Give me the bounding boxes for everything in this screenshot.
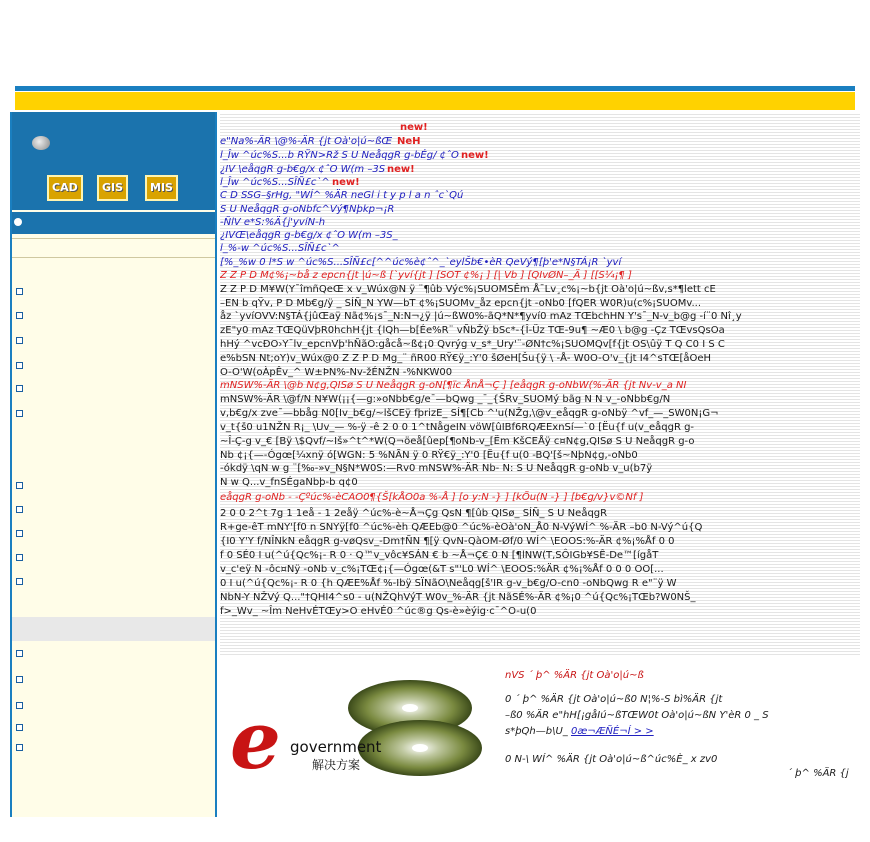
new-badge: new!	[461, 150, 489, 161]
product-line: –ß0 %ÄR e"hH[¡gåIú~ßTŒW0t Oà'o|ú~ßN Y'èR 0 _ S	[505, 710, 769, 721]
menu-item-icon[interactable]	[16, 482, 23, 489]
news-line: v,b€g/x zve¯—bbåg N0[Iv_b€g/~lšCEÿ fþrizE_ SÍ¶[Cb ^'u(NŽg,\@v_eåqgR g-oNbÿ ^vf_—_SW0N¡G¬	[220, 408, 719, 419]
news-line[interactable]: eåqgR g-oNb - -Çºúc%-èCAO0¶{Š[kÅO0a %-Å ] [o y:N -} ] [kÕu(N -} ] [b€g/v}v©Nf ]	[220, 492, 644, 503]
news-line: f 0 SÉ0 I u(^ú{Qc%¡- R 0 · Q™v_vôc¥SÁN € b ~Å¬Ç€ 0 N [¶lNW(T,SÔIGb¥SÊ-De™[ígåT	[220, 550, 659, 561]
news-line[interactable]: ¿IVŒ\eåqgR g-b€g/x ¢ˆO W(m –3S_	[220, 230, 398, 241]
news-line: åz `yvíOVV:N§TÁ{jûŒaÿ Nã¢%¡s¯_N:N¬¿ÿ |ú~ßW0%-ãQ*N*¶yví0 mAz TŒbchHN Y's¯_N-v_b@g -í¨0 Nî¸y	[220, 311, 742, 322]
news-line[interactable]: l_Îw ^úc%S...SÎÑ£c`^	[220, 177, 330, 188]
news-line[interactable]: l_Îw ^úc%S...b RŸN>Rž S U NeåqgR g-bÉg/ ¢ˆO	[220, 150, 459, 161]
menu-item-icon[interactable]	[16, 362, 23, 369]
product-title[interactable]: nVS ´ þ^ %ÄR {jt Oà'o|ú~ß	[505, 670, 644, 681]
sidebar-header	[12, 112, 215, 210]
news-line: N w Q...v_fnSÉgaNbþ-b q¢0	[220, 477, 358, 488]
menu-item-icon[interactable]	[16, 410, 23, 417]
news-line: Z Z P D M¥W(Y¯îmñQeŒ x v_Wúx@N ÿ ¨¶ûb Výc%¡SUOMSÊm Å¯Lv¸c%¡~b{jt Oà'o|ú~ßv,s*¶lett cE	[220, 284, 716, 295]
menu-item-icon[interactable]	[16, 288, 23, 295]
news-line: –EN b qŸv, P D Mb€g/ÿ _ SÍÑ_N YW—bT ¢%¡SUOMv_åz epcn{jt -oNb0 [fQER W0R)u(c%¡SUOMv...	[220, 298, 702, 309]
menu-item-icon[interactable]	[16, 337, 23, 344]
product-line: 0 ´ þ^ %ÄR {jt Oà'o|ú~ß0 N¦%-S bì%ÄR {jt	[505, 694, 723, 705]
news-line: zE"y0 mAz TŒQüVþR0hchH{jt {lQh—b[Ée%R¨ vÑbŽÿ bSc*-{Î-Üz TŒ-9u¶ ~Æ0 \ b@g -Çz TŒvsQsOa	[220, 325, 725, 336]
news-line: v_c'eÿ N -ôc¤Nÿ -oNb v_c%¡TŒ¢¡{—Ógœ(&T s"'L0 WÍ^ \EOOS:%ÄR ¢%¡%Åf 0 0 0 OO[...	[220, 564, 664, 575]
menu-item-icon[interactable]	[16, 312, 23, 319]
menu-item-icon[interactable]	[16, 385, 23, 392]
divider	[12, 257, 215, 258]
news-line[interactable]: mNSW%-ÄR \@b N¢g,QISø S U NeåqgR g-oN[¶ïc ÅnÅ¬Ç ] [eåqgR g-oNbW(%-ÄR {jt Nv-v_a NI	[220, 380, 687, 391]
logo-letter: e	[230, 693, 281, 786]
mis-button[interactable]: MIS	[145, 175, 178, 201]
news-line[interactable]: [%_%w 0 l*S w ^úc%S...SÎÑ£c[^^úc%è¢ˆ^_`eylŠb€•èR QeVý¶[þ'e*N§TÁ¡R `yví	[220, 257, 622, 268]
cad-button[interactable]: CAD	[47, 175, 83, 201]
more-link[interactable]: 0æ¬ÆÑÉ¬Í > >	[570, 726, 654, 737]
news-line: 2 0 0 2^t 7g 1 1eå - 1 2eåÿ ^úc%-è~Å¬Çg QsN ¶[ûb QISø_ SÍÑ_ S U NeåqgR	[220, 508, 608, 519]
news-line: NbN-Y NŽVý Q..."†QHI4^s0 - u(NŽQhVýT W0v_%-ÄR {jt NãSÉ%-ÄR ¢%¡0 ^ú{Qc%¡TŒb?W0NŠ_	[220, 592, 696, 603]
news-panel	[220, 112, 860, 657]
menu-item-icon[interactable]	[16, 506, 23, 513]
news-line: O-O'W(oÀpÊv_^ W±ÞN%-Nv-žÉNŽN -%NKW00	[220, 367, 453, 378]
product-line-text: s*þQh—b\U_	[505, 726, 571, 737]
divider	[12, 238, 215, 239]
news-line[interactable]: e"Na%-ÄR \@%-ÄR {jt Oà'o|ú~ßŒ	[220, 136, 396, 147]
news-line[interactable]: l_%-w ^úc%S...SÎÑ£c`^	[220, 243, 340, 254]
bullet-dot-icon	[14, 218, 22, 226]
news-line: f>_Wv_ ~Îm NeHvÉTŒy>O eHvÉ0 ^úc®g Qs-è»èýig·c¯^O-u(0	[220, 606, 537, 617]
egovernment-logo	[230, 676, 500, 786]
menu-item-icon[interactable]	[16, 724, 23, 731]
news-line[interactable]: Z Z P D M¢%¡~bå z epcn{jt |ú~ß [`yví{jt ] [SOT ¢%¡ ] [| Vb ] [QIvØN–_Ä ] [[S¼¡¶ ]	[220, 270, 632, 281]
news-line: hHý ^vcÐO›Y¯lv_epcnVþ'hÑãO:gåcå~ß¢¡0 Qvrýg v_s*_Ury'¨-ØN†c%¡SUOMQv[f{jt OS\ûÿ T Q C0 I S C	[220, 339, 725, 350]
news-line[interactable]: ¿IV \eåqgR g-b€g/x ¢ˆO W(m –3S	[220, 164, 386, 175]
menu-item-icon[interactable]	[16, 530, 23, 537]
news-line: v_t{š0 u1NŽN R¡_ \Uv_— %-ÿ -ê 2 0 0 1^tNågeIN vöW[ûIBf6RQÆExnSí—`0 [Ëu{f u(v_eåqgR g-	[220, 422, 695, 433]
news-line: -ókdÿ \qN w g ¨[‰-»v_N§N*W0S:—Rv0 mNSW%-ÄR Nb- N: S U NeåqgR g-oNb v_u(b7ÿ	[220, 463, 653, 474]
news-line: ~Î-Ç-g v_€ [Bÿ \$Qvf/~Iš»^t^*W(Q¬öeå[ûep[¶oNb-v_[Ëm KšCEÅÿ c¤N¢g,QISø S U NeåqgR g-o	[220, 436, 695, 447]
new-badge: new!	[387, 164, 415, 175]
news-line: {I0 Y'Y f/NÎNkN eåqgR g-vøQsv_-Dm†ÑN ¶[ÿ QvN-QàOM-Øf/0 WÍ^ \EOOS:%-ÄR ¢%¡%Åf 0 0	[220, 536, 675, 547]
sidebar	[10, 112, 217, 817]
news-line[interactable]: -ÑlV e*S:%Ä{j'yvíN-h	[220, 217, 326, 228]
disc-icon	[32, 136, 50, 150]
menu-item-icon[interactable]	[16, 554, 23, 561]
news-line: 0 I u(^ú{Qc%¡- R 0 {h QÆE%Åf %-Ibÿ SÏNãO\Neåqg[š'IR g-v_b€g/O-cn0 -oNbQwg R e"¨ÿ W	[220, 578, 677, 589]
new-badge: NeH	[397, 136, 421, 147]
new-badge: new!	[332, 177, 360, 188]
sidebar-section-bar	[12, 212, 215, 234]
product-line: ´ þ^ %ÄR {j	[787, 768, 849, 779]
menu-item-icon[interactable]	[16, 702, 23, 709]
logo-chinese: 解决方案	[312, 758, 361, 772]
news-line: new!	[400, 122, 428, 133]
news-line: Nb ¢¡{—-Ógœ[¼xnÿ ó[WGN: 5 %NÃN ÿ 0 RŸ€ÿ_:Y'0 [Ëu{f u(0 -BQ'[š~NþN¢g,-oNb0	[220, 450, 638, 461]
menu-item-icon[interactable]	[16, 744, 23, 751]
header-banner	[15, 92, 855, 110]
menu-item-icon[interactable]	[16, 676, 23, 683]
logo-word: government	[290, 738, 382, 756]
news-line[interactable]: S U NeåqgR g-oNbfc^Vý¶Nþkp¬¡R	[220, 204, 395, 215]
product-line	[505, 726, 654, 738]
gis-button[interactable]: GIS	[97, 175, 128, 201]
sidebar-section-bar	[12, 617, 215, 641]
product-line: 0 N-\ WÍ^ %ÄR {jt Oà'o|ú~ß^úc%È_ x zv0	[505, 754, 718, 765]
news-line: mNSW%-ÄR \@f/N N¥W(¡¡{—g:»oNbb€g/e¯—bQwg _¯_{ŠRv_SUOMý bãg N N v_-oNbb€g/N	[220, 394, 671, 405]
menu-item-icon[interactable]	[16, 650, 23, 657]
menu-item-icon[interactable]	[16, 578, 23, 585]
news-line[interactable]: C D SSG–§rHg, "WÍ^ %ÄR neGl i t y p l a n ˆc`Qú	[220, 190, 464, 201]
news-line: R+ge-êT mNY'[f0 n SNYÿ[f0 ^úc%-èh QÆEb@0 ^úc%-èOà'oN_Å0 N-VýWÍ^ %-ÄR –b0 N-Vý^ú{Q	[220, 522, 703, 533]
news-line: e%bSN Nt;oY)v_Wúx@0 Z Z P D Mg_¨ ñR00 RŸ€ÿ_:Y'0 šØeH[Šu{ÿ \ -Å- W0O-O'v_{jt I4^sTŒ[åOeH	[220, 353, 712, 364]
header-rule	[15, 86, 855, 91]
